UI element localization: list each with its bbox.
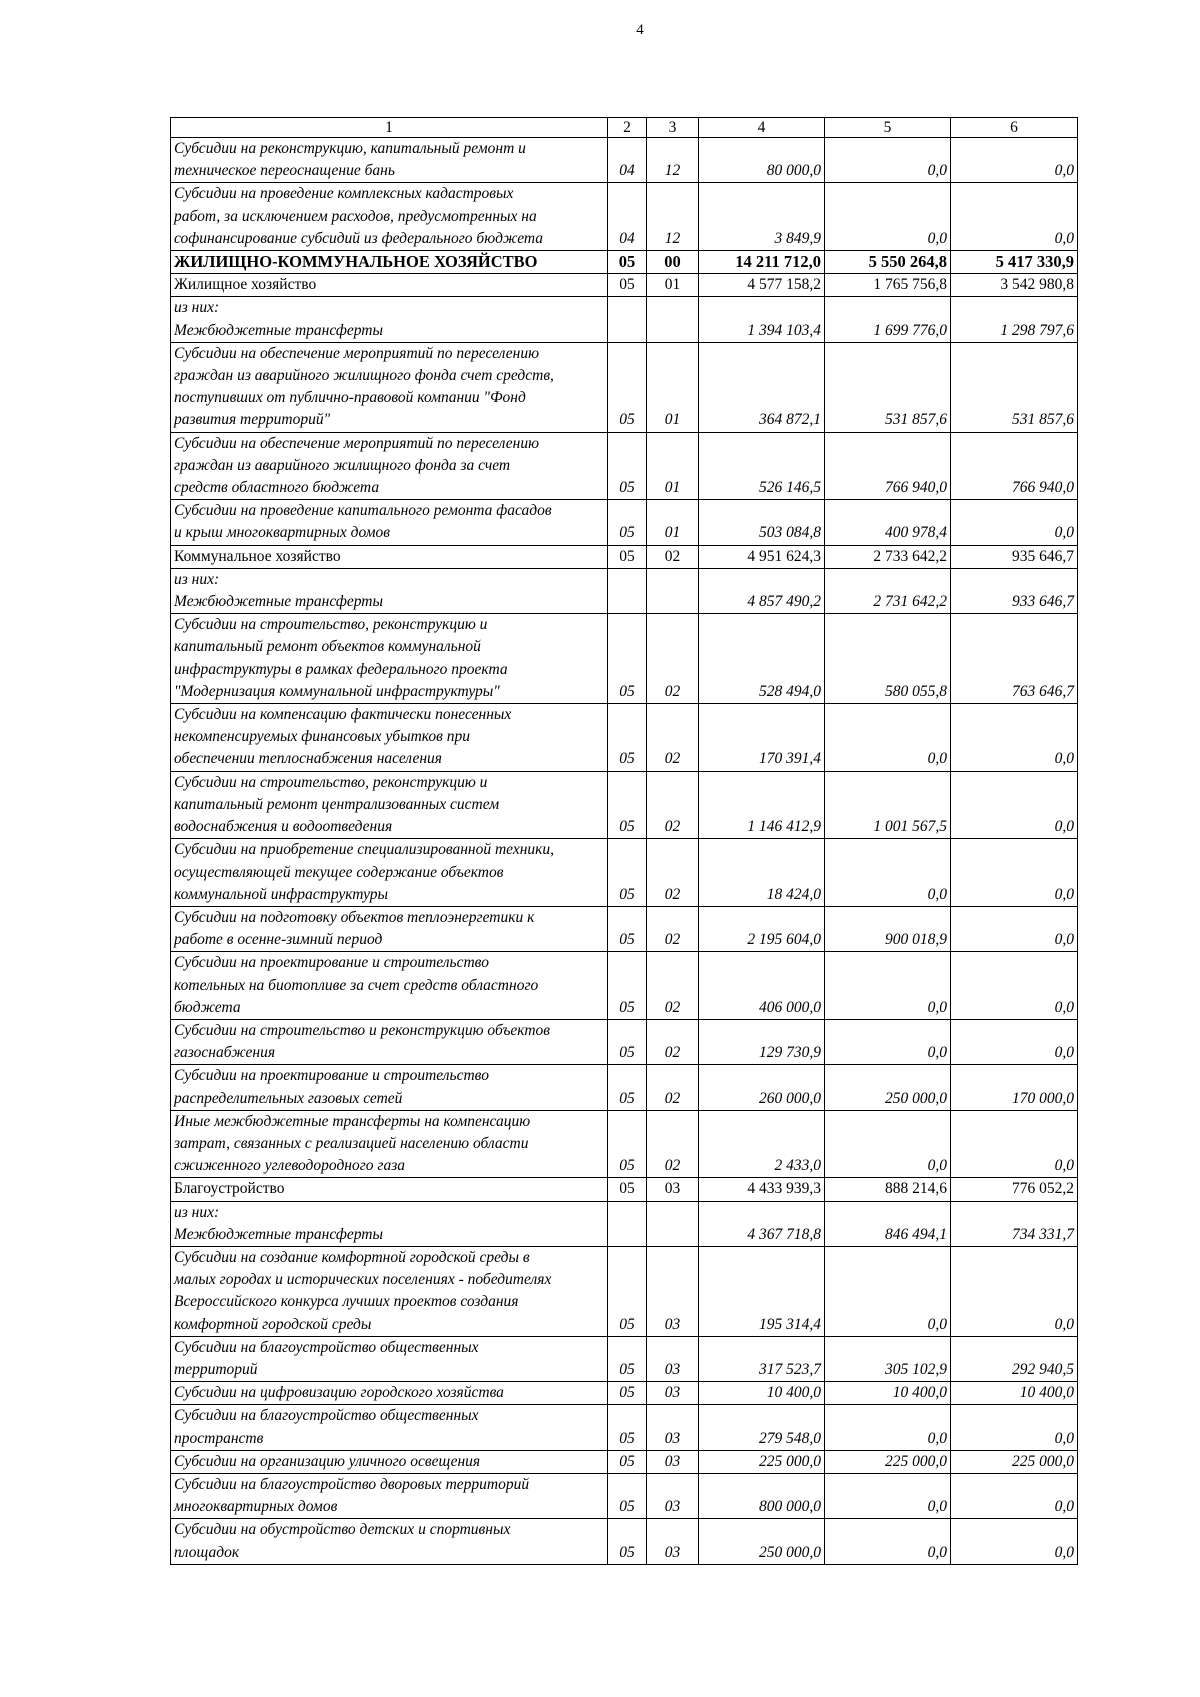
subsection-code-cell: 01: [647, 342, 699, 432]
amount-col4-cell: 2 433,0: [699, 1110, 825, 1178]
amount-col4-cell: 1 146 412,9: [699, 771, 825, 839]
row-name-line: и крыш многоквартирных домов: [174, 524, 391, 542]
row-name-cell: [171, 1019, 608, 1064]
amount-col6-cell: 0,0: [951, 1246, 1078, 1336]
amount-col4-cell: 170 391,4: [699, 704, 825, 772]
subsection-code-cell: 02: [647, 614, 699, 704]
row-name-line: Субсидии на проектирование и строительство: [174, 954, 489, 972]
row-name-cell: [171, 952, 608, 1020]
amount-col6-cell: 0,0: [951, 138, 1078, 183]
subsection-code-cell: 03: [647, 1246, 699, 1336]
row-name-line: развития территорий": [174, 411, 331, 429]
amount-col5-cell: 5 550 264,8: [825, 251, 951, 274]
row-name-line: Субсидии на благоустройство дворовых территорий: [174, 1475, 530, 1493]
section-code-cell: 05: [608, 1336, 647, 1381]
section-code-cell: 05: [608, 342, 647, 432]
row-name-line: обеспечении теплоснабжения населения: [174, 750, 442, 768]
table-row: [171, 704, 1078, 772]
amount-col4-cell: 503 084,8: [699, 500, 825, 545]
row-name-line: площадок: [174, 1543, 240, 1561]
table-row: [171, 297, 1078, 342]
table-row: [171, 342, 1078, 432]
subsection-code-cell: 01: [647, 432, 699, 500]
amount-col5-cell: 0,0: [825, 1019, 951, 1064]
amount-col6-cell: 0,0: [951, 952, 1078, 1020]
row-name-line: Субсидии на обеспечение мероприятий по переселению: [174, 344, 540, 362]
row-name-line: Субсидии на проектирование и строительство: [174, 1067, 489, 1085]
amount-col5-cell: 225 000,0: [825, 1450, 951, 1473]
amount-col4-cell: 3 849,9: [699, 183, 825, 251]
subsection-code-cell: 01: [647, 500, 699, 545]
row-name-line: работ, за исключением расходов, предусмотренных на: [174, 207, 537, 225]
row-name-cell: [171, 1110, 608, 1178]
amount-col6-cell: 0,0: [951, 1473, 1078, 1518]
amount-col4-cell: 2 195 604,0: [699, 906, 825, 951]
row-name-line: работе в осенне-зимний период: [174, 931, 383, 949]
amount-col6-cell: 734 331,7: [951, 1201, 1078, 1246]
subsection-code-cell: 12: [647, 183, 699, 251]
amount-col6-cell: 933 646,7: [951, 568, 1078, 613]
section-code-cell: [608, 1201, 647, 1246]
table-row: [171, 1246, 1078, 1336]
section-code-cell: 05: [608, 251, 647, 274]
table-row: [171, 1519, 1078, 1564]
table-row: [171, 952, 1078, 1020]
amount-col5-cell: 846 494,1: [825, 1201, 951, 1246]
row-name-line: Коммунальное хозяйство: [174, 547, 341, 565]
amount-col5-cell: 0,0: [825, 1519, 951, 1564]
table-row: [171, 839, 1078, 907]
table-row: [171, 1201, 1078, 1246]
row-name-line: поступивших от публично-правовой компании "Фонд: [174, 389, 526, 407]
column-header-6: 6: [951, 118, 1078, 138]
section-code-cell: 05: [608, 1178, 647, 1201]
subsection-code-cell: 02: [647, 1065, 699, 1110]
row-name-line: водоснабжения и водоотведения: [174, 818, 393, 836]
subsection-code-cell: 03: [647, 1473, 699, 1518]
row-name-line: "Модернизация коммунальной инфраструктуры": [174, 682, 500, 700]
section-code-cell: 05: [608, 614, 647, 704]
subsection-code-cell: 03: [647, 1178, 699, 1201]
amount-col6-cell: 1 298 797,6: [951, 297, 1078, 342]
column-header-4: 4: [699, 118, 825, 138]
section-code-cell: 05: [608, 704, 647, 772]
row-name-line: многоквартирных домов: [174, 1498, 338, 1516]
row-name-cell: [171, 1246, 608, 1336]
section-code-cell: 05: [608, 1019, 647, 1064]
amount-col4-cell: 4 577 158,2: [699, 274, 825, 297]
row-name-line: комфортной городской среды: [174, 1315, 372, 1333]
row-name-line: распределительных газовых сетей: [174, 1089, 403, 1107]
section-code-cell: 05: [608, 906, 647, 951]
subsection-code-cell: [647, 1201, 699, 1246]
amount-col4-cell: 129 730,9: [699, 1019, 825, 1064]
subsection-code-cell: 02: [647, 839, 699, 907]
subsection-code-cell: 02: [647, 771, 699, 839]
row-name-line: территорий: [174, 1360, 258, 1378]
row-name-line: Субсидии на создание комфортной городской среды в: [174, 1248, 530, 1266]
table-row: [171, 771, 1078, 839]
row-name-line: из них:: [174, 570, 220, 588]
amount-col5-cell: 0,0: [825, 183, 951, 251]
subsection-code-cell: 02: [647, 545, 699, 568]
amount-col6-cell: 0,0: [951, 1110, 1078, 1178]
table-row: [171, 906, 1078, 951]
row-name-cell: [171, 183, 608, 251]
subsection-code-cell: [647, 568, 699, 613]
amount-col5-cell: 888 214,6: [825, 1178, 951, 1201]
amount-col4-cell: 526 146,5: [699, 432, 825, 500]
amount-col5-cell: 0,0: [825, 704, 951, 772]
table-row: [171, 138, 1078, 183]
row-name-line: Субсидии на реконструкцию, капитальный ремонт и: [174, 140, 526, 157]
table-row: [171, 1336, 1078, 1381]
amount-col4-cell: 18 424,0: [699, 839, 825, 907]
amount-col4-cell: 10 400,0: [699, 1382, 825, 1405]
row-name-line: Субсидии на строительство и реконструкцию объектов: [174, 1021, 551, 1039]
row-name-line: Межбюджетные трансферты: [174, 593, 383, 611]
row-name-line: инфраструктуры в рамках федерального проекта: [174, 660, 508, 678]
row-name-cell: [171, 1201, 608, 1246]
row-name-cell: [171, 138, 608, 183]
row-name-cell: [171, 1405, 608, 1450]
section-code-cell: 05: [608, 1065, 647, 1110]
amount-col4-cell: 225 000,0: [699, 1450, 825, 1473]
table-row: [171, 545, 1078, 568]
section-code-cell: [608, 568, 647, 613]
amount-col4-cell: 250 000,0: [699, 1519, 825, 1564]
column-header-5: 5: [825, 118, 951, 138]
amount-col6-cell: 5 417 330,9: [951, 251, 1078, 274]
row-name-line: бюджета: [174, 998, 241, 1016]
amount-col6-cell: 292 940,5: [951, 1336, 1078, 1381]
row-name-line: Межбюджетные трансферты: [174, 1225, 383, 1243]
row-name-line: сжиженного углеводородного газа: [174, 1157, 405, 1175]
amount-col5-cell: 1 001 567,5: [825, 771, 951, 839]
amount-col4-cell: 4 857 490,2: [699, 568, 825, 613]
row-name-line: из них:: [174, 299, 220, 317]
amount-col5-cell: 10 400,0: [825, 1382, 951, 1405]
amount-col4-cell: 4 951 624,3: [699, 545, 825, 568]
subsection-code-cell: 03: [647, 1519, 699, 1564]
row-name-line: Всероссийского конкурса лучших проектов создания: [174, 1293, 519, 1311]
amount-col5-cell: 2 731 642,2: [825, 568, 951, 613]
row-name-line: техническое переоснащение бань: [174, 162, 395, 180]
table-row: [171, 1065, 1078, 1110]
row-name-cell: [171, 1336, 608, 1381]
amount-col4-cell: 800 000,0: [699, 1473, 825, 1518]
row-name-line: Субсидии на строительство, реконструкцию и: [174, 773, 488, 791]
row-name-cell: [171, 545, 608, 568]
amount-col6-cell: 0,0: [951, 1019, 1078, 1064]
section-code-cell: 05: [608, 952, 647, 1020]
table-row: [171, 500, 1078, 545]
section-code-cell: 05: [608, 1473, 647, 1518]
amount-col5-cell: 1 765 756,8: [825, 274, 951, 297]
table-row: [171, 251, 1078, 274]
table-row: [171, 1473, 1078, 1518]
row-name-cell: [171, 704, 608, 772]
column-number-header-row: [171, 118, 1078, 138]
amount-col5-cell: 580 055,8: [825, 614, 951, 704]
row-name-line: средств областного бюджета: [174, 479, 380, 497]
row-name-line: коммунальной инфраструктуры: [174, 885, 389, 903]
amount-col6-cell: 531 857,6: [951, 342, 1078, 432]
row-name-line: Субсидии на приобретение специализированной техники,: [174, 841, 555, 859]
amount-col5-cell: 900 018,9: [825, 906, 951, 951]
amount-col6-cell: 0,0: [951, 771, 1078, 839]
row-name-line: пространств: [174, 1429, 264, 1447]
amount-col6-cell: 935 646,7: [951, 545, 1078, 568]
row-name-cell: [171, 342, 608, 432]
amount-col4-cell: 1 394 103,4: [699, 297, 825, 342]
row-name-line: Субсидии на организацию уличного освещения: [174, 1452, 481, 1470]
subsection-code-cell: 00: [647, 251, 699, 274]
table-row: [171, 183, 1078, 251]
table-row: [171, 1382, 1078, 1405]
row-name-line: Субсидии на обустройство детских и спортивных: [174, 1521, 511, 1539]
amount-col4-cell: 260 000,0: [699, 1065, 825, 1110]
amount-col6-cell: 225 000,0: [951, 1450, 1078, 1473]
row-name-line: Межбюджетные трансферты: [174, 321, 383, 339]
subsection-code-cell: 03: [647, 1405, 699, 1450]
row-name-line: Субсидии на благоустройство общественных: [174, 1407, 479, 1425]
row-name-cell: [171, 432, 608, 500]
column-header-1: 1: [171, 118, 608, 138]
section-code-cell: 05: [608, 1450, 647, 1473]
row-name-cell: [171, 839, 608, 907]
row-name-line: граждан из аварийного жилищного фонда за счет: [174, 456, 511, 474]
amount-col4-cell: 364 872,1: [699, 342, 825, 432]
amount-col5-cell: 766 940,0: [825, 432, 951, 500]
subsection-code-cell: 02: [647, 952, 699, 1020]
row-name-cell: [171, 1519, 608, 1564]
row-name-cell: [171, 1382, 608, 1405]
section-code-cell: 05: [608, 839, 647, 907]
amount-col6-cell: 0,0: [951, 906, 1078, 951]
subsection-code-cell: 02: [647, 704, 699, 772]
row-name-cell: [171, 568, 608, 613]
amount-col6-cell: 0,0: [951, 839, 1078, 907]
amount-col4-cell: 528 494,0: [699, 614, 825, 704]
section-code-cell: 05: [608, 432, 647, 500]
budget-table: [170, 117, 1078, 1565]
table-row: [171, 1405, 1078, 1450]
section-code-cell: [608, 297, 647, 342]
subsection-code-cell: [647, 297, 699, 342]
amount-col5-cell: 531 857,6: [825, 342, 951, 432]
subsection-code-cell: 03: [647, 1382, 699, 1405]
subsection-code-cell: 03: [647, 1450, 699, 1473]
amount-col5-cell: 0,0: [825, 1110, 951, 1178]
amount-col5-cell: 250 000,0: [825, 1065, 951, 1110]
subsection-code-cell: 02: [647, 1110, 699, 1178]
table-row: [171, 1178, 1078, 1201]
amount-col5-cell: 400 978,4: [825, 500, 951, 545]
table-row: [171, 1450, 1078, 1473]
section-code-cell: 04: [608, 138, 647, 183]
subsection-code-cell: 01: [647, 274, 699, 297]
section-code-cell: 05: [608, 1519, 647, 1564]
section-code-cell: 05: [608, 1110, 647, 1178]
row-name-line: капитальный ремонт централизованных систем: [174, 795, 500, 813]
row-name-line: Субсидии на строительство, реконструкцию и: [174, 616, 488, 634]
row-name-cell: [171, 1473, 608, 1518]
row-name-line: Субсидии на цифровизацию городского хозяйства: [174, 1384, 504, 1402]
page-number: 4: [636, 22, 644, 38]
row-name-line: газоснабжения: [174, 1044, 276, 1062]
amount-col5-cell: 2 733 642,2: [825, 545, 951, 568]
row-name-line: котельных на биотопливе за счет средств областного: [174, 976, 539, 994]
amount-col5-cell: 1 699 776,0: [825, 297, 951, 342]
row-name-line: ЖИЛИЩНО-КОММУНАЛЬНОЕ ХОЗЯЙСТВО: [174, 252, 538, 272]
row-name-line: софинансирование субсидий из федерального бюджета: [174, 229, 544, 247]
table-row: [171, 1110, 1078, 1178]
amount-col6-cell: 0,0: [951, 1519, 1078, 1564]
amount-col6-cell: 763 646,7: [951, 614, 1078, 704]
row-name-line: Благоустройство: [174, 1180, 285, 1198]
row-name-cell: [171, 297, 608, 342]
amount-col4-cell: 317 523,7: [699, 1336, 825, 1381]
section-code-cell: 05: [608, 771, 647, 839]
amount-col6-cell: 0,0: [951, 704, 1078, 772]
subsection-code-cell: 02: [647, 1019, 699, 1064]
row-name-line: из них:: [174, 1203, 220, 1221]
amount-col6-cell: 776 052,2: [951, 1178, 1078, 1201]
row-name-line: капитальный ремонт объектов коммунальной: [174, 638, 481, 656]
section-code-cell: 05: [608, 1246, 647, 1336]
row-name-line: Субсидии на проведение комплексных кадастровых: [174, 185, 514, 203]
amount-col4-cell: 4 433 939,3: [699, 1178, 825, 1201]
subsection-code-cell: 02: [647, 906, 699, 951]
row-name-cell: [171, 274, 608, 297]
amount-col6-cell: 0,0: [951, 500, 1078, 545]
column-header-3: 3: [647, 118, 699, 138]
section-code-cell: 04: [608, 183, 647, 251]
amount-col6-cell: 3 542 980,8: [951, 274, 1078, 297]
row-name-line: некомпенсируемых финансовых убытков при: [174, 728, 471, 746]
table-row: [171, 614, 1078, 704]
row-name-cell: [171, 614, 608, 704]
row-name-line: Иные межбюджетные трансферты на компенсацию: [174, 1112, 531, 1130]
row-name-cell: [171, 771, 608, 839]
table-row: [171, 432, 1078, 500]
row-name-line: Жилищное хозяйство: [174, 276, 317, 294]
row-name-line: Субсидии на компенсацию фактически понесенных: [174, 706, 512, 724]
row-name-line: Субсидии на благоустройство общественных: [174, 1338, 479, 1356]
subsection-code-cell: 12: [647, 138, 699, 183]
amount-col5-cell: 305 102,9: [825, 1336, 951, 1381]
subsection-code-cell: 03: [647, 1336, 699, 1381]
amount-col5-cell: 0,0: [825, 1405, 951, 1450]
table-row: [171, 1019, 1078, 1064]
amount-col4-cell: 14 211 712,0: [699, 251, 825, 274]
row-name-line: малых городах и исторических поселениях - победителях: [174, 1271, 552, 1289]
row-name-line: затрат, связанных с реализацией населению области: [174, 1134, 529, 1152]
row-name-cell: [171, 1450, 608, 1473]
amount-col6-cell: 170 000,0: [951, 1065, 1078, 1110]
table-row: [171, 568, 1078, 613]
row-name-line: Субсидии на проведение капитального ремонта фасадов: [174, 502, 552, 520]
row-name-cell: [171, 251, 608, 274]
amount-col5-cell: 0,0: [825, 1473, 951, 1518]
amount-col6-cell: 0,0: [951, 1405, 1078, 1450]
row-name-line: граждан из аварийного жилищного фонда счет средств,: [174, 367, 554, 385]
amount-col6-cell: 10 400,0: [951, 1382, 1078, 1405]
column-header-2: 2: [608, 118, 647, 138]
section-code-cell: 05: [608, 274, 647, 297]
row-name-line: Субсидии на подготовку объектов теплоэнергетики к: [174, 908, 535, 926]
section-code-cell: 05: [608, 545, 647, 568]
amount-col6-cell: 0,0: [951, 183, 1078, 251]
amount-col5-cell: 0,0: [825, 1246, 951, 1336]
amount-col4-cell: 195 314,4: [699, 1246, 825, 1336]
section-code-cell: 05: [608, 1405, 647, 1450]
amount-col5-cell: 0,0: [825, 839, 951, 907]
row-name-line: Субсидии на обеспечение мероприятий по переселению: [174, 434, 540, 452]
amount-col4-cell: 406 000,0: [699, 952, 825, 1020]
amount-col4-cell: 4 367 718,8: [699, 1201, 825, 1246]
amount-col6-cell: 766 940,0: [951, 432, 1078, 500]
row-name-cell: [171, 906, 608, 951]
row-name-cell: [171, 1065, 608, 1110]
section-code-cell: 05: [608, 1382, 647, 1405]
row-name-line: осуществляющей текущее содержание объектов: [174, 863, 504, 881]
amount-col5-cell: 0,0: [825, 952, 951, 1020]
amount-col5-cell: 0,0: [825, 138, 951, 183]
table-row: [171, 274, 1078, 297]
row-name-cell: [171, 1178, 608, 1201]
section-code-cell: 05: [608, 500, 647, 545]
amount-col4-cell: 279 548,0: [699, 1405, 825, 1450]
amount-col4-cell: 80 000,0: [699, 138, 825, 183]
row-name-cell: [171, 500, 608, 545]
